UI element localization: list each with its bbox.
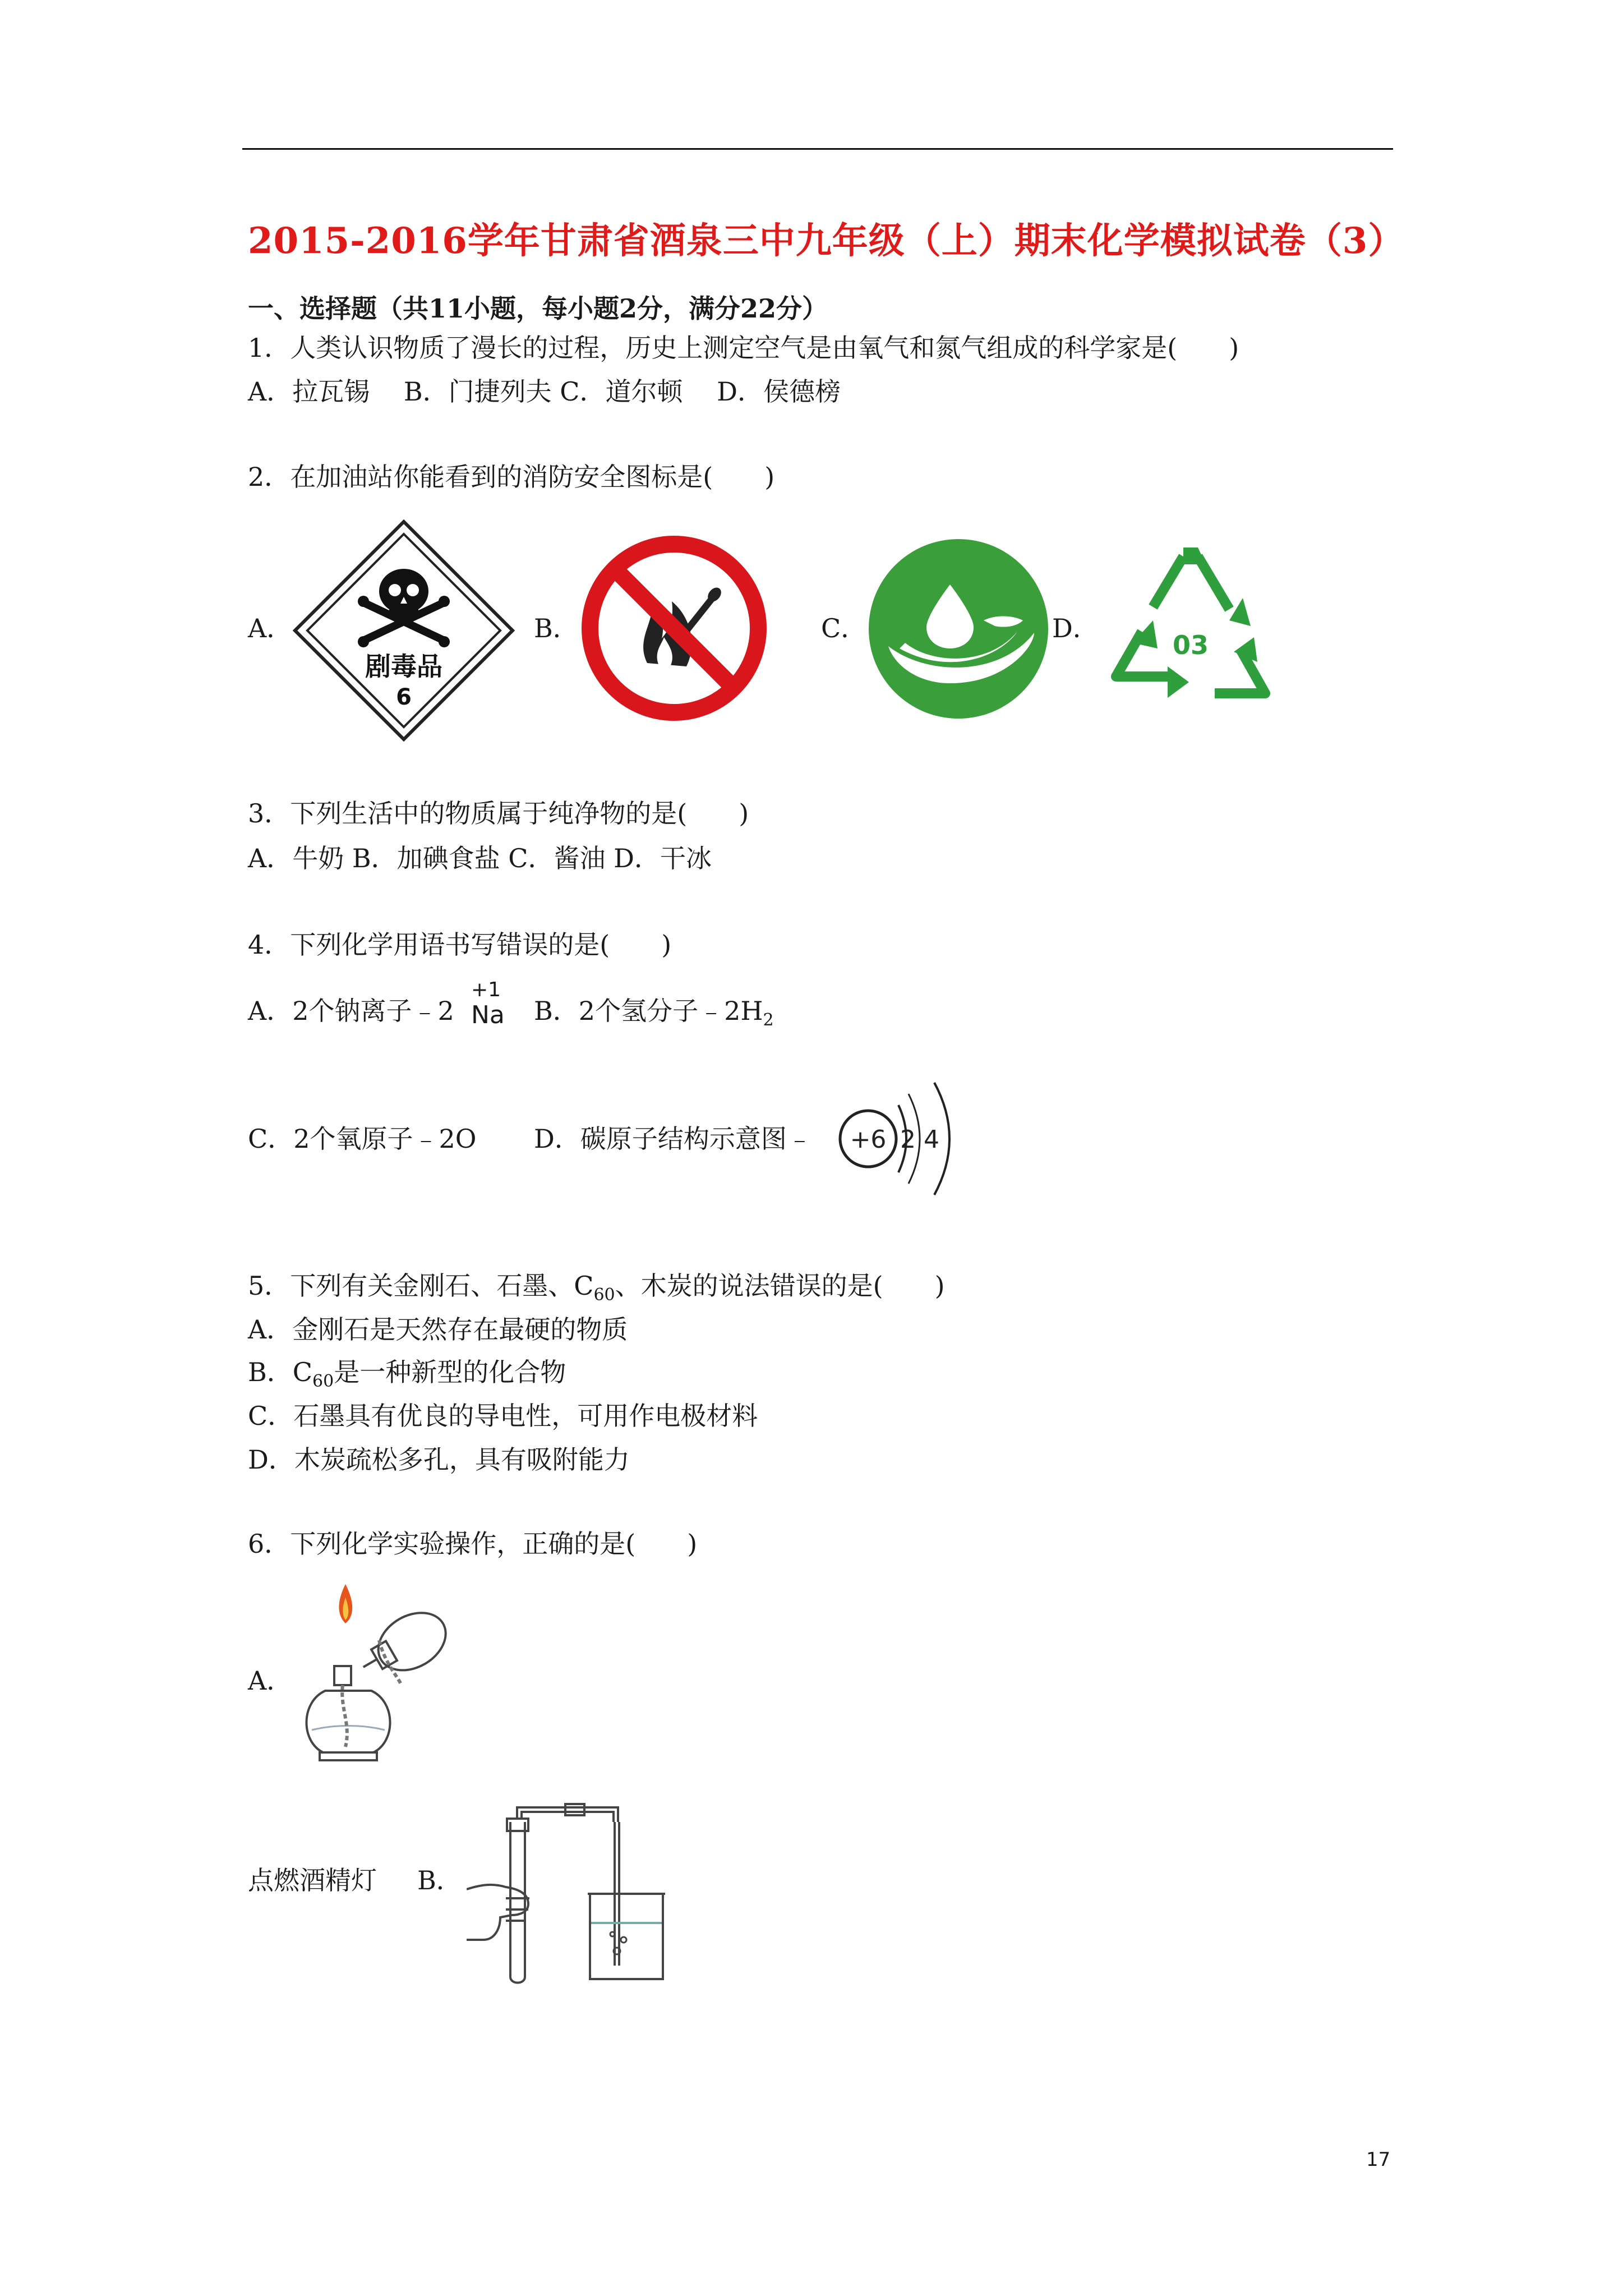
recycle-code: 03 <box>1172 630 1209 660</box>
q5-option-c: C．石墨具有优良的导电性，可用作电极材料 <box>248 1401 758 1431</box>
q1-options: A．拉瓦锡 B．门捷列夫 C．道尔顿 D．侯德榜 <box>248 376 841 407</box>
q5-option-b <box>248 1355 566 1398</box>
q4-option-b <box>534 994 774 1037</box>
q2-label-d: D． <box>1052 613 1099 643</box>
carbon-nucleus: +6 <box>850 1125 887 1154</box>
q4-sodium-symbol: Na <box>471 1001 505 1029</box>
toxic-hazard-sign-icon <box>293 519 515 742</box>
q4-stem: 4．下列化学用语书写错误的是( ) <box>248 930 672 960</box>
page-number: 17 <box>1366 2148 1391 2171</box>
q4-option-c: C．2个氧原子﹣2O <box>248 1124 477 1154</box>
q5-option-b-sub: 60 <box>312 1372 334 1391</box>
q4-option-a: A．2个钠离子﹣2 <box>248 996 454 1026</box>
q1-stem: 1．人类认识物质了漫长的过程，历史上测定空气是由氧气和氮气组成的科学家是( ) <box>248 333 1239 363</box>
q2-label-b: B． <box>534 613 579 643</box>
section-heading: 一、选择题（共11小题，每小题2分，满分22分） <box>248 293 828 324</box>
q2-label-a: A． <box>248 613 293 643</box>
header-rule <box>242 148 1393 150</box>
alcohol-lamp-lighting-icon <box>289 1579 458 1769</box>
q4-sodium-charge: +1 <box>471 978 501 1001</box>
q2-label-c: C． <box>821 613 867 643</box>
q5-option-d: D．木炭疏松多孔，具有吸附能力 <box>248 1444 630 1475</box>
q2-stem: 2．在加油站你能看到的消防安全图标是( ) <box>248 462 775 492</box>
q5-stem-pre: 5．下列有关金刚石、石墨、C <box>248 1271 594 1301</box>
toxic-sign-text: 剧毒品 <box>365 651 442 682</box>
no-fire-sign-icon <box>580 534 768 723</box>
q3-options: A．牛奶 B．加碘食盐 C．酱油 D．干冰 <box>248 843 712 873</box>
q5-stem-post: 、木炭的说法错误的是( ) <box>615 1271 945 1301</box>
q6-stem: 6．下列化学实验操作，正确的是( ) <box>248 1529 698 1559</box>
toxic-sign-class: 6 <box>396 684 412 710</box>
q5-option-b-pre: B．C <box>248 1357 312 1387</box>
q6-label-b: B． <box>417 1865 462 1895</box>
q6-label-a: A． <box>248 1665 293 1696</box>
q5-stem <box>248 1269 945 1312</box>
q5-stem-sub: 60 <box>593 1285 615 1305</box>
q5-option-b-post: 是一种新型的化合物 <box>334 1357 566 1387</box>
q5-option-a: A．金刚石是天然存在最硬的物质 <box>248 1314 628 1345</box>
carbon-atom-diagram-icon <box>836 1066 965 1212</box>
exam-title: 2015-2016学年甘肃省酒泉三中九年级（上）期末化学模拟试卷（3） <box>248 220 1405 262</box>
q3-stem: 3．下列生活中的物质属于纯净物的是( ) <box>248 798 749 829</box>
q4-option-b-sub: 2 <box>763 1010 774 1030</box>
q4-option-d: D．碳原子结构示意图﹣ <box>534 1124 813 1154</box>
q6-caption-a: 点燃酒精灯 <box>248 1865 377 1895</box>
recycle-sign-icon <box>1099 542 1282 714</box>
water-saving-sign-icon <box>866 536 1051 721</box>
carbon-shells: 2 4 <box>900 1125 939 1154</box>
q4-option-b-text: B．2个氢分子﹣2H <box>534 996 763 1026</box>
airtightness-check-icon <box>467 1800 684 1988</box>
